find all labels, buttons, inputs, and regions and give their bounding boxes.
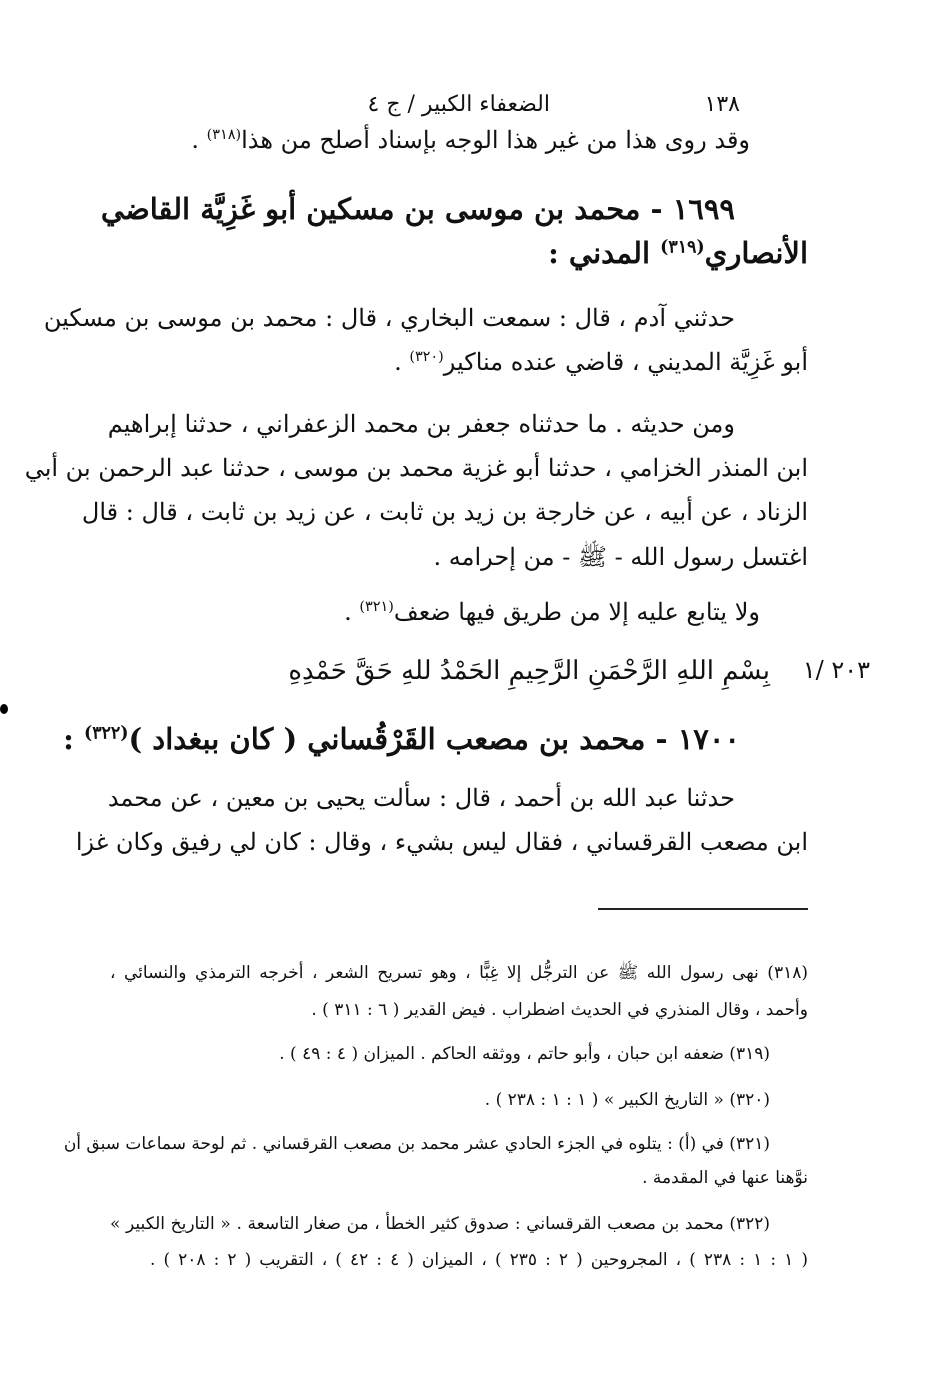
footnote-line: نوَّهنا عنها في المقدمة .	[642, 1168, 808, 1188]
entry-heading: ١٧٠٠ - محمد بن مصعب القَرْقُساني ( كان ببغداد )$^{(٣٢٢)}$ :	[63, 722, 740, 756]
entry-heading: ١٦٩٩ - محمد بن موسى بن مسكين أبو غَزِيَّة القاضي	[100, 192, 735, 226]
scan-mark	[0, 704, 8, 714]
text-line: حدثنا عبد الله بن أحمد ، قال : سألت يحيى بن معين ، عن محمد	[107, 784, 735, 812]
text-line: الزناد ، عن أبيه ، عن خارجة بن زيد بن ثابت ، عن زيد بن ثابت ، قال : قال	[81, 498, 808, 526]
entry-heading: الأنصاري$^{(٣١٩)}$ المدني :	[548, 236, 808, 270]
footnote-line: (٣١٨) نهى رسول الله ﷺ عن الترجُّل إلا غِبًّا ، وهو تسريح الشعر ، أخرجه الترمذي والنسائي ،	[110, 963, 808, 983]
footnote-line: ( ١ : ١ : ٢٣٨ ) ، المجروحين ( ٢ : ٢٣٥ ) ، الميزان ( ٤ : ٤٢ ) ، التقريب ( ٢ : ٢٠٨ ) .	[150, 1250, 808, 1270]
manuscript-folio-ref: ٢٠٣ /١	[802, 656, 870, 684]
footnote-line: (٣١٩) ضعفه ابن حبان ، وأبو حاتم ، ووثقه الحاكم . الميزان ( ٤ : ٤٩ ) .	[279, 1044, 770, 1064]
running-title: الضعفاء الكبير / ج ٤	[367, 92, 550, 117]
page-number: ١٣٨	[704, 92, 740, 117]
text-line: أبو غَزِيَّة المديني ، قاضي عنده مناكير$^{(٣٢٠)}$ .	[394, 348, 808, 376]
text-line: ابن المنذر الخزامي ، حدثنا أبو غزية محمد بن موسى ، حدثنا عبد الرحمن بن أبي	[24, 454, 808, 482]
text-line: حدثني آدم ، قال : سمعت البخاري ، قال : محمد بن موسى بن مسكين	[43, 304, 735, 332]
footnote-line: وأحمد ، وقال المنذري في الحديث اضطراب . فيض القدير ( ٦ : ٣١١ ) .	[311, 1000, 808, 1020]
basmala-line: بِسْمِ اللهِ الرَّحْمَنِ الرَّحِيمِ الحَمْدُ للهِ حَقَّ حَمْدِهِ	[288, 656, 770, 686]
text-line: ومن حديثه . ما حدثناه جعفر بن محمد الزعفراني ، حدثنا إبراهيم	[107, 410, 735, 438]
text-line: اغتسل رسول الله - ﷺ - من إحرامه .	[433, 543, 808, 571]
footnote-ref: (٣٢٠)	[409, 349, 444, 365]
text-line: وقد روى هذا من غير هذا الوجه بإسناد أصلح من هذا$^{(٣١٨)}$ .	[191, 126, 750, 154]
footnote-ref: (٣١٩)	[660, 237, 705, 258]
footnote-line: (٣٢٠) « التاريخ الكبير » ( ١ : ١ : ٢٣٨ ) .	[484, 1090, 770, 1110]
footnote-ref: (٣٢٢)	[83, 723, 129, 744]
footnote-separator	[598, 908, 808, 910]
footnote-ref: (٣١٨)	[206, 127, 242, 143]
footnote-line: (٣٢١) في (أ) : يتلوه في الجزء الحادي عشر محمد بن مصعب القرقساني . ثم لوحة سماعات سبق أن	[63, 1134, 770, 1154]
footnote-ref: (٣٢١)	[359, 599, 394, 615]
footnote-line: (٣٢٢) محمد بن مصعب القرقساني : صدوق كثير الخطأ ، من صغار التاسعة . « التاريخ الكبير »	[110, 1214, 770, 1234]
text-line: ابن مصعب القرقساني ، فقال ليس بشيء ، وقال : كان لي رفيق وكان غزا	[75, 828, 808, 856]
text-line: ولا يتابع عليه إلا من طريق فيها ضعف$^{(٣٢١)}$ .	[344, 598, 760, 626]
